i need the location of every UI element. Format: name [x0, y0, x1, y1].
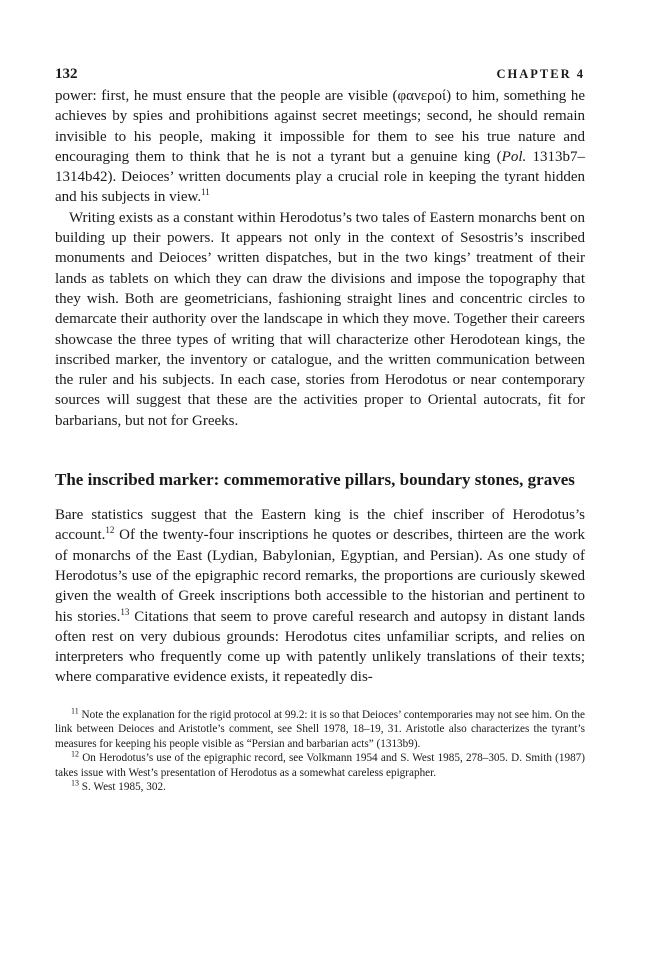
paragraph — [55, 505, 585, 688]
text-run: power: first, he must ensure that the people are visible (φανεροί) to him, something he achieves by spies and prohibitions against secret meetings; second, he should remain invisible to his people, making it impossible for them to see his true nature and encouraging them to think that he is not a tyrant but a genuine king ( — [55, 88, 585, 165]
text-run: S. West 1985, 302. — [79, 781, 166, 794]
text-run: Writing exists as a constant within Herodotus’s two tales of Eastern monarchs bent on building up their powers. It appears not only in the context of Sesostris’s inscribed monuments and Deioces’ written dispatches, but in the two kings’ treatment of their lands as tablets on which they can draw the divisions and impose the topography that they wish. Both are geometricians, fashioning straight lines and concentric circles to demarcate their authority over the landscape in which they move. Together their careers showcase the three types of writing that will characterize other Herodotean kings, the inscribed marker, the inventory or catalogue, and the written communication between the ruler and his subjects. In each case, stories from Herodotus or near contemporary sources will suggest that these are the activities proper to Oriental autocrats, fit for barbarians, but not for Greeks. — [55, 209, 585, 429]
section-heading: The inscribed marker: commemorative pillars, boundary stones, graves — [55, 470, 575, 490]
paragraph — [55, 208, 585, 431]
book-page — [55, 66, 585, 795]
running-head — [55, 66, 585, 83]
footnote — [55, 705, 585, 752]
page-number: 132 — [55, 66, 78, 82]
paragraph — [55, 86, 585, 208]
text-run: On Herodotus’s use of the epigraphic record, see Volkmann 1954 and S. West 1985, 278–305. D. Smith (1987) takes issue with West’s presentation of Herodotus as a somewhat careless epigrapher. — [55, 752, 585, 779]
footnote-ref: 12 — [105, 525, 115, 536]
footnote-ref: 13 — [120, 606, 130, 617]
text-run: Citations that seem to prove careful research and autopsy in distant lands often rest on very dubious grounds: Herodotus cites unfamiliar scripts, and relies on interpreters who frequently come up with patently unlikely translations of their texts; where comparative evidence exists, it repeatedly dis- — [55, 608, 585, 686]
footnotes — [55, 705, 585, 795]
footnote-ref: 11 — [201, 187, 210, 198]
text-run: 1313b7–1314b42). Deioces’ written documents play a crucial role in keeping the tyrant hidden and his subjects in view. — [55, 148, 586, 206]
section-body-text — [55, 505, 585, 688]
footnote — [55, 751, 585, 780]
footnote — [55, 780, 585, 795]
footnote-ref: 11 — [71, 705, 79, 715]
text-run: Of the twenty-four inscriptions he quotes or describes, thirteen are the work of monarchs of the East (Lydian, Babylonian, Egyptian, and Persian). As one study of Herodotus’s use of the epigraphic record remarks, the proportions are curiously skewed given the wealth of Greek inscriptions both accessible to the historian and pertinent to his stories. — [55, 527, 585, 625]
footnote-ref: 13 — [71, 778, 79, 788]
text-run: Bare statistics suggest that the Eastern king is the chief inscriber of Herodotus’s account. — [55, 507, 585, 544]
chapter-label: CHAPTER 4 — [496, 67, 585, 81]
text-run: Pol. — [501, 148, 527, 165]
footnote-ref: 12 — [71, 749, 79, 759]
body-text — [55, 86, 585, 431]
text-run: Note the explanation for the rigid protocol at 99.2: it is so that Deioces’ contemporaries may not see him. On the link between Deioces and Aristotle’s comment, see Shell 1978, 18–19, 31. Aristotle also characterizes the tyrant’s measures for keeping his people visible as “Persian and barbarian acts” (1313b9). — [55, 708, 585, 750]
